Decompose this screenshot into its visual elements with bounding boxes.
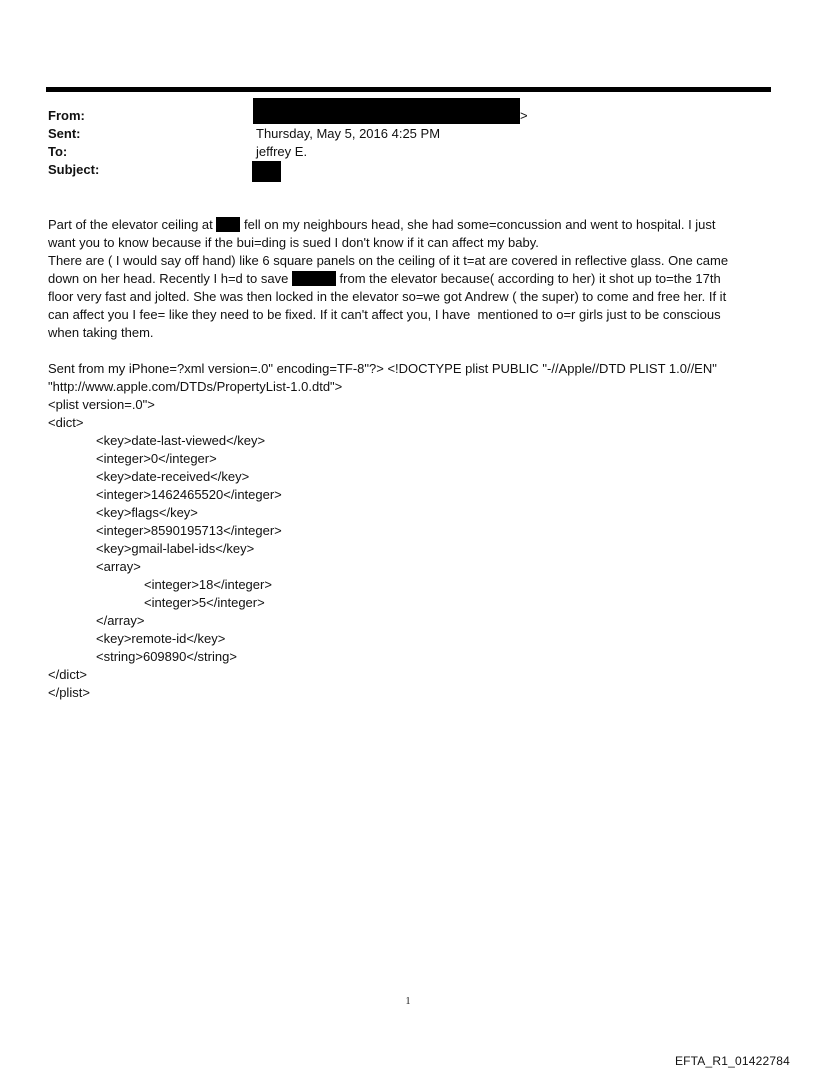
page-number: 1 (405, 996, 411, 1007)
plist-line: <integer>8590195713</integer> (96, 523, 282, 538)
body-line (48, 270, 758, 288)
inline-redaction (292, 271, 336, 286)
sent-label: Sent: (48, 126, 81, 141)
plist-line: <key>gmail-label-ids</key> (96, 541, 255, 556)
body-text-segment: Part of the elevator ceiling at (48, 217, 217, 232)
plist-line: <integer>5</integer> (144, 595, 265, 610)
plist-line: "http://www.apple.com/DTDs/PropertyList-1.0.dtd"> (48, 379, 343, 394)
sent-value: Thursday, May 5, 2016 4:25 PM (256, 126, 441, 141)
plist-line: <integer>0</integer> (96, 451, 217, 466)
plist-line: <key>remote-id</key> (96, 631, 226, 646)
from-label: From: (48, 108, 85, 123)
email-body (48, 216, 758, 702)
body-line: There are ( I would say off hand) like 6 square panels on the ceiling of it t=at are covered in reflective glass. One came (48, 253, 729, 268)
plist-line: </plist> (48, 685, 90, 700)
plist-line: <key>date-received</key> (96, 469, 250, 484)
bates-number: EFTA_R1_01422784 (674, 1054, 790, 1068)
plist-line: <plist version=.0"> (48, 397, 155, 412)
plist-line: <integer>18</integer> (144, 577, 272, 592)
body-line: want you to know because if the bui=ding is sued I don't know if it can affect my baby. (48, 235, 539, 250)
body-line: when taking them. (48, 325, 154, 340)
from-trailing-bracket: > (520, 108, 528, 123)
plist-line: Sent from my iPhone=?xml version=.0" encoding=TF-8"?> <!DOCTYPE plist PUBLIC "-//Apple//DTD PLIST 1.0//EN" (48, 361, 717, 376)
plist-line: </dict> (48, 667, 88, 682)
body-line: floor very fast and jolted. She was then locked in the elevator so=we got Andrew ( the super) to come and free her. If it (48, 289, 727, 304)
body-text-segment: from the elevator because( according to her) it shot up to=the 17th (335, 271, 721, 286)
subject-label: Subject: (48, 162, 100, 177)
plist-line: <dict> (48, 415, 84, 430)
subject-redaction (252, 161, 281, 182)
body-line: can affect you I fee= like they need to be fixed. If it can't affect you, I have mentioned to o=r girls just to be conscious (48, 307, 721, 322)
to-label: To: (48, 144, 68, 159)
to-value: jeffrey E. (256, 144, 308, 159)
header-top-rule (46, 87, 771, 92)
plist-line: <string>609890</string> (96, 649, 237, 664)
from-redaction (253, 98, 520, 124)
body-text-segment: down on her head. Recently I h=d to save (48, 271, 292, 286)
plist-line: <array> (96, 559, 141, 574)
plist-line: <key>date-last-viewed</key> (96, 433, 266, 448)
body-text-segment: fell on my neighbours head, she had some=concussion and went to hospital. I just (240, 217, 716, 232)
plist-line: </array> (96, 613, 145, 628)
plist-line: <key>flags</key> (96, 505, 198, 520)
inline-redaction (216, 217, 240, 232)
blank-line (48, 342, 758, 360)
plist-line: <integer>1462465520</integer> (96, 487, 282, 502)
body-line (48, 216, 758, 234)
